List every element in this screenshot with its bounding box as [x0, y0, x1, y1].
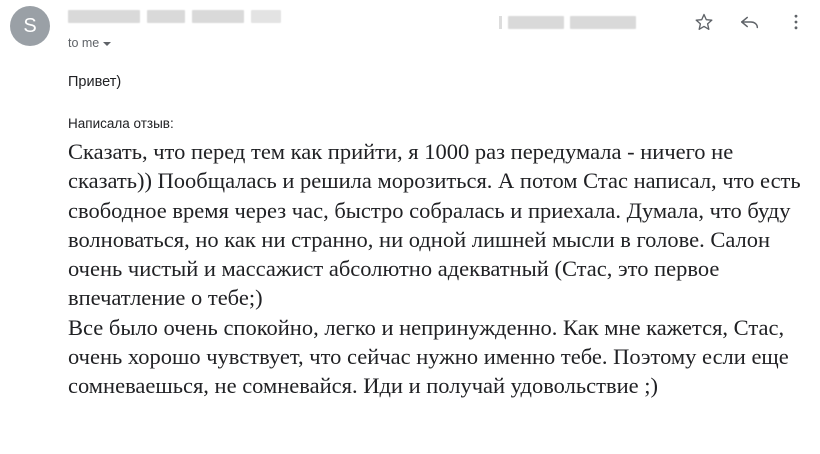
redaction-bar: [251, 10, 281, 23]
chevron-down-icon: [103, 42, 111, 46]
message-body: [0, 74, 820, 400]
greeting-text: Привет): [68, 74, 122, 90]
recipient-label: to me: [68, 36, 100, 50]
star-icon[interactable]: [692, 10, 716, 34]
sender-name-redacted: [68, 8, 281, 24]
reply-icon[interactable]: [738, 10, 762, 34]
redaction-bar: [570, 16, 636, 29]
recipient-dropdown[interactable]: [68, 36, 281, 50]
review-paragraph: Сказать, что перед тем как прийти, я 1000 раз передумала - ничего не сказать)) Пообщалась и решила морозиться. А потом Стас написал, что есть свободное время через час, быстро собралась и приехала. Думала, что буду волноваться, но как ни странно, ни одной лишней мысли в голове. Салон очень чистый и массажист абсолютно адекватный (Стас, это первое впечатление о тебе;): [68, 139, 801, 311]
date-redacted: [499, 16, 636, 29]
redaction-bar: [147, 10, 185, 23]
intro-text: Написала отзыв:: [68, 116, 174, 131]
redaction-bar: [499, 16, 502, 29]
message-actions: [499, 10, 808, 34]
review-paragraph: Все было очень спокойно, легко и непринужденно. Как мне кажется, Стас, очень хорошо чувствует, что сейчас нужно именно тебе. Поэтому если еще сомневаешься, не сомневайся. Иди и получай удовольствие ;): [68, 314, 789, 398]
redaction-bar: [68, 10, 140, 23]
redaction-bar: [192, 10, 244, 23]
avatar: S: [10, 6, 50, 46]
redaction-bar: [508, 16, 564, 29]
review-text: [68, 137, 804, 400]
more-options-icon[interactable]: [784, 10, 808, 34]
message-header: [0, 0, 820, 70]
sender-block: [68, 8, 281, 50]
